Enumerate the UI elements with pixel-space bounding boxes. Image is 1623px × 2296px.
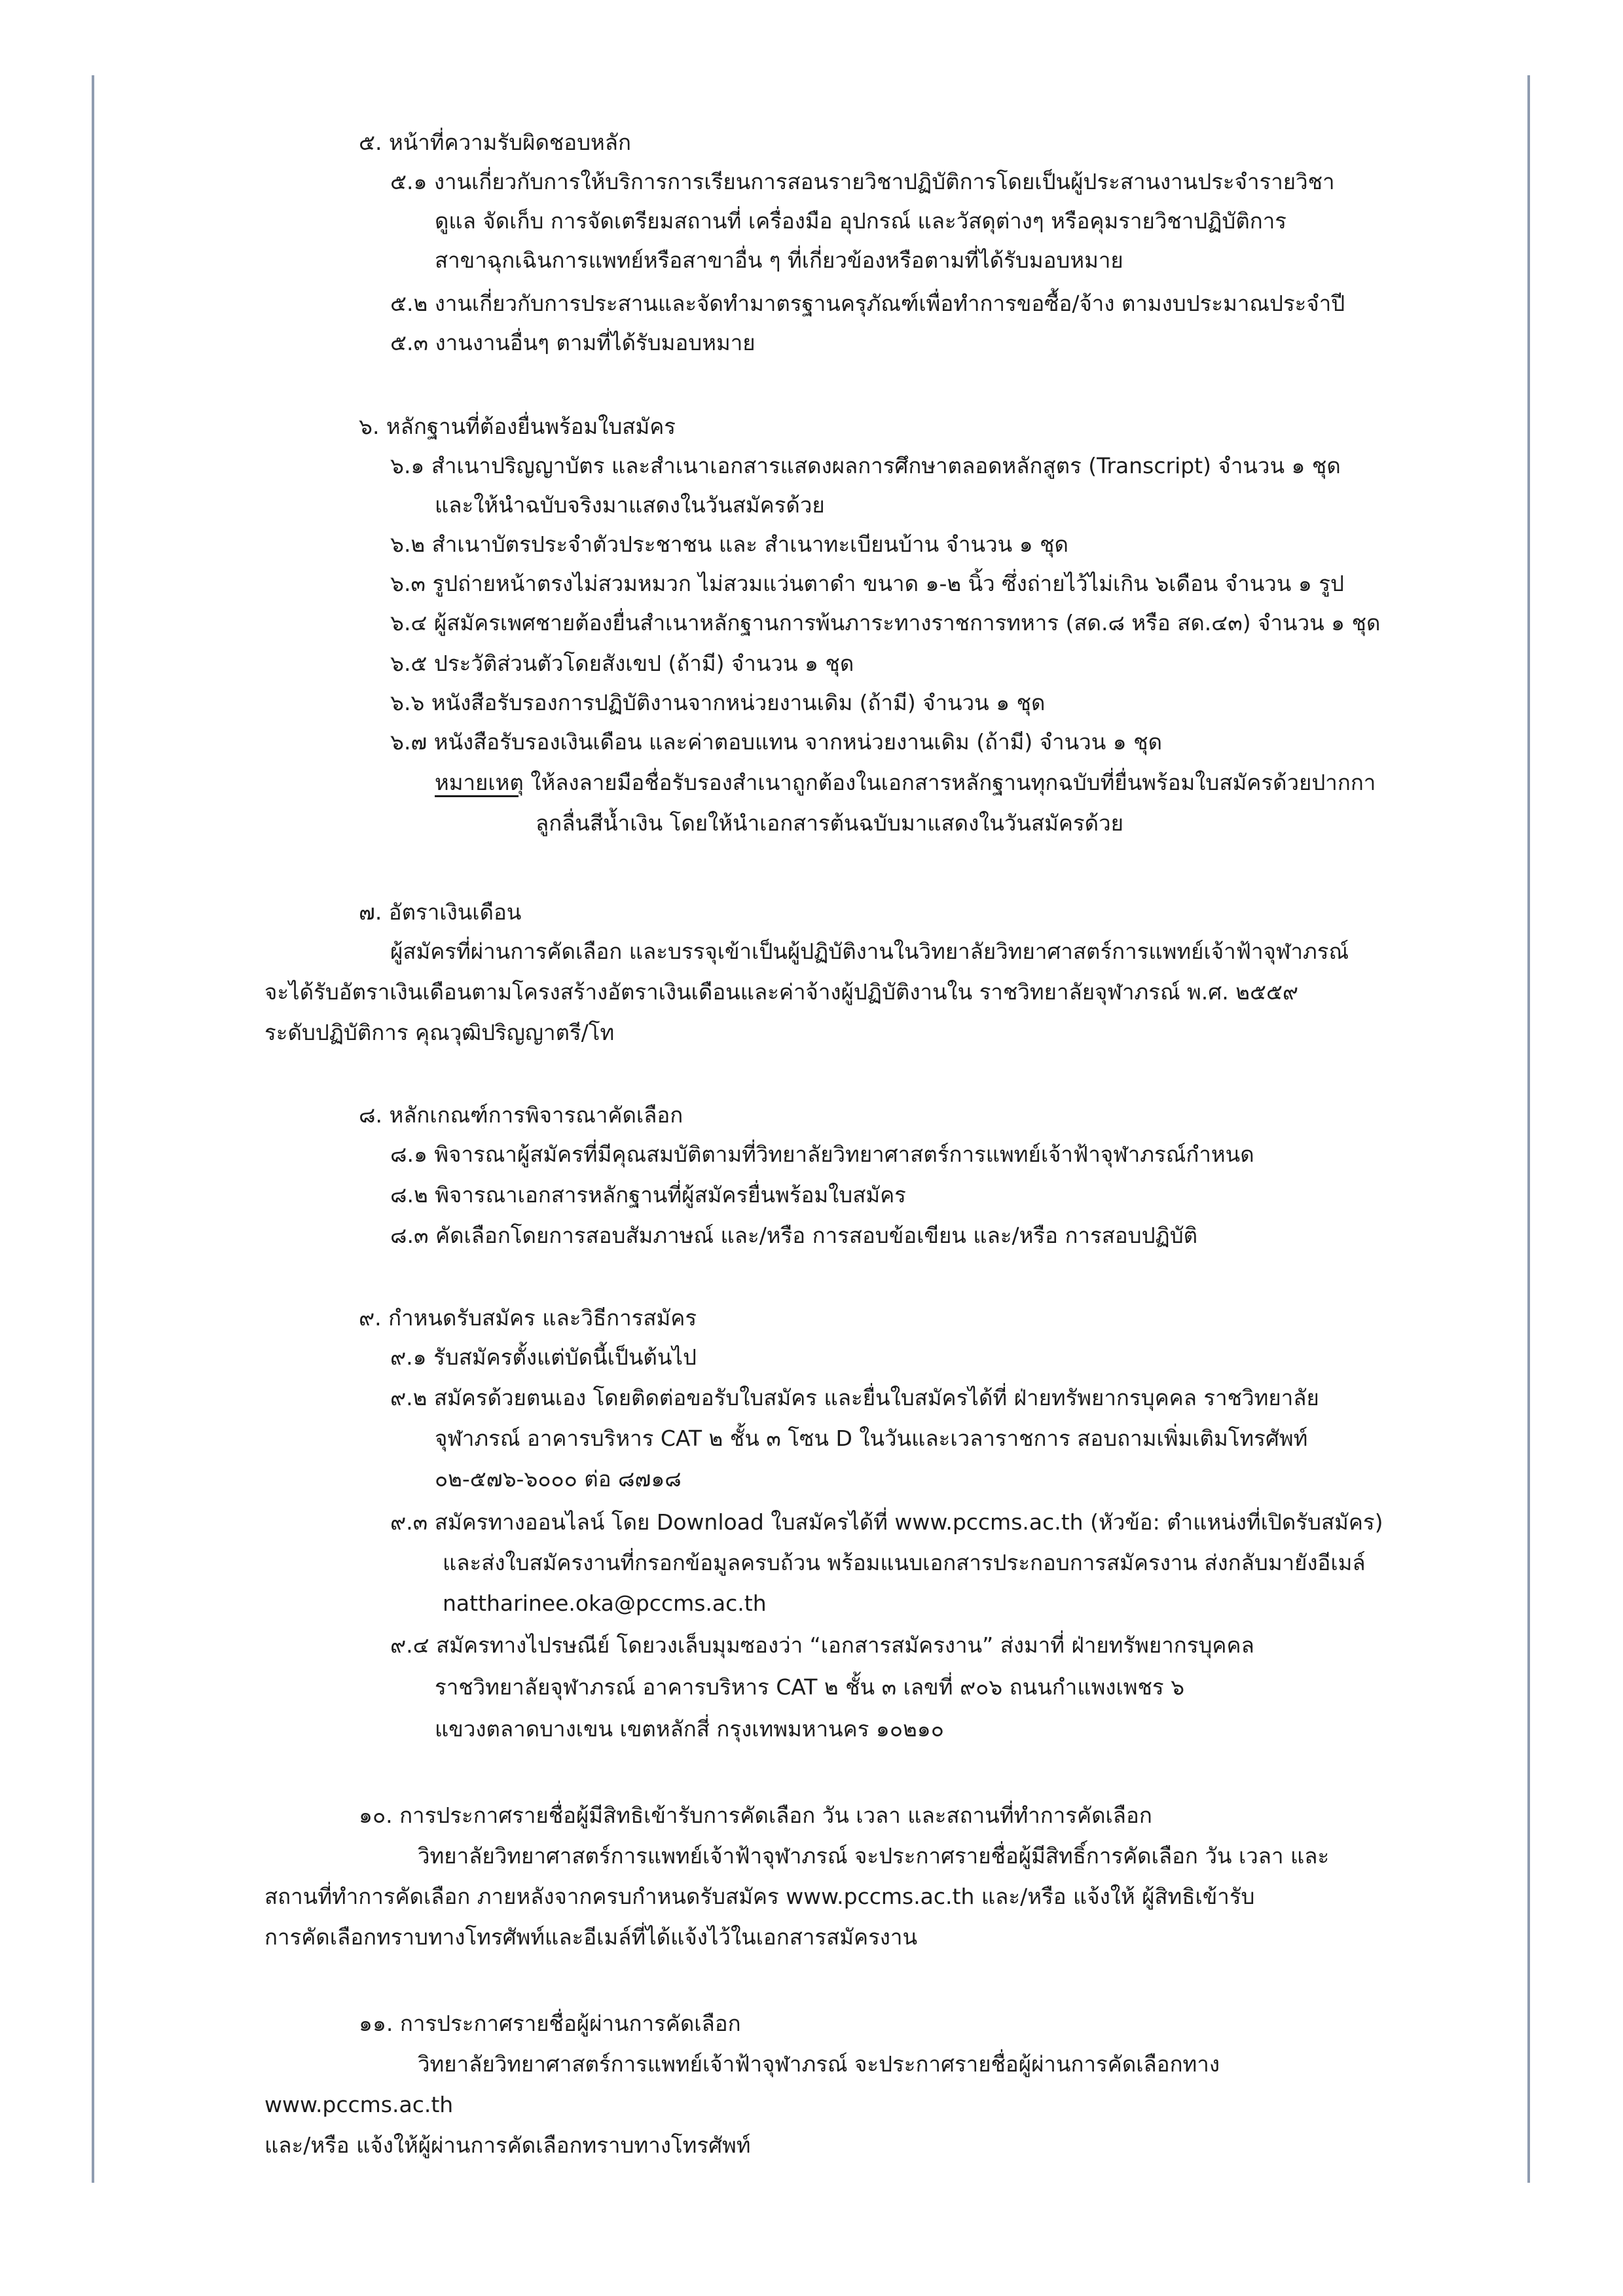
section-9-item-4-line-1: ๙.๔ สมัครทางไปรษณีย์ โดยวงเล็บมุมซองว่า “เอกสารสมัครงาน” ส่งมาที่ ฝ่ายทรัพยากรบุคคล [390, 1632, 1254, 1658]
section-6-item-6: ๖.๖ หนังสือรับรองการปฏิบัติงานจากหน่วยงานเดิม (ถ้ามี) จำนวน ๑ ชุด [390, 690, 1046, 715]
section-8-item-3: ๘.๓ คัดเลือกโดยการสอบสัมภาษณ์ และ/หรือ การสอบข้อเขียน และ/หรือ การสอบปฏิบัติ [390, 1223, 1198, 1248]
section-9-item-2-line-1: ๙.๒ สมัครด้วยตนเอง โดยติดต่อขอรับใบสมัคร และยื่นใบสมัครได้ที่ ฝ่ายทรัพยากรบุคคล ราชวิทยาลัย [390, 1385, 1319, 1410]
section-6-item-4: ๖.๔ ผู้สมัครเพศชายต้องยื่นสำเนาหลักฐานการพ้นภาระทางราชการทหาร (สด.๘ หรือ สด.๔๓) จำนวน ๑ ชุด [390, 610, 1381, 636]
section-6-note-line-2: ลูกลื่นสีน้ำเงิน โดยให้นำเอกสารต้นฉบับมาแสดงในวันสมัครด้วย [536, 810, 1123, 836]
section-9-item-4-line-2: ราชวิทยาลัยจุฬาภรณ์ อาคารบริหาร CAT ๒ ชั้น ๓ เลขที่ ๙๐๖ ถนนกำแพงเพชร ๖ [435, 1674, 1185, 1700]
section-10-para-line-3: การคัดเลือกทราบทางโทรศัพท์และอีเมล์ที่ได้แจ้งไว้ในเอกสารสมัครงาน [264, 1924, 918, 1950]
section-11-heading: ๑๑. การประกาศรายชื่อผู้ผ่านการคัดเลือก [359, 2011, 741, 2036]
note-text: ให้ลงลายมือชื่อรับรองสำเนาถูกต้องในเอกสารหลักฐานทุกฉบับที่ยื่นพร้อมใบสมัครด้วยปากกา [523, 770, 1376, 795]
section-6-item-1-line-2: และให้นำฉบับจริงมาแสดงในวันสมัครด้วย [435, 492, 825, 518]
section-5-heading: ๕. หน้าที่ความรับผิดชอบหลัก [359, 130, 631, 155]
section-6-item-1-line-1: ๖.๑ สำเนาปริญญาบัตร และสำเนาเอกสารแสดงผลการศึกษาตลอดหลักสูตร (Transcript) จำนวน ๑ ชุด [390, 453, 1341, 478]
section-5-item-3: ๕.๓ งานงานอื่นๆ ตามที่ได้รับมอบหมาย [390, 330, 756, 355]
section-10-para-line-2: สถานที่ทำการคัดเลือก ภายหลังจากครบกำหนดรับสมัคร www.pccms.ac.th และ/หรือ แจ้งให้ ผู้สิทธิเข้ารับ [264, 1884, 1255, 1909]
section-5-item-1-line-1: ๕.๑ งานเกี่ยวกับการให้บริการการเรียนการสอนรายวิชาปฏิบัติการโดยเป็นผู้ประสานงานประจำรายวิชา [390, 169, 1335, 194]
section-11-para-line-3: และ/หรือ แจ้งให้ผู้ผ่านการคัดเลือกทราบทางโทรศัพท์ [264, 2132, 751, 2158]
section-8-item-1: ๘.๑ พิจารณาผู้สมัครที่มีคุณสมบัติตามที่วิทยาลัยวิทยาศาสตร์การแพทย์เจ้าฟ้าจุฬาภรณ์กำหนด [390, 1141, 1254, 1167]
section-7-heading: ๗. อัตราเงินเดือน [359, 899, 522, 925]
section-9-item-3-line-2: และส่งใบสมัครงานที่กรอกข้อมูลครบถ้วน พร้อมแนบเอกสารประกอบการสมัครงาน ส่งกลับมายังอีเมล์ [443, 1550, 1366, 1575]
section-5-item-2: ๕.๒ งานเกี่ยวกับการประสานและจัดทำมาตรฐานครุภัณฑ์เพื่อทำการขอซื้อ/จ้าง ตามงบประมาณประจำปี [390, 291, 1345, 316]
section-9-heading: ๙. กำหนดรับสมัคร และวิธีการสมัคร [359, 1305, 697, 1331]
section-9-item-2-line-2: จุฬาภรณ์ อาคารบริหาร CAT ๒ ชั้น ๓ โซน D ในวันและเวลาราชการ สอบถามเพิ่มเติมโทรศัพท์ [435, 1426, 1308, 1451]
section-6-item-7: ๖.๗ หนังสือรับรองเงินเดือน และค่าตอบแทน จากหน่วยงานเดิม (ถ้ามี) จำนวน ๑ ชุด [390, 729, 1163, 755]
section-7-para-line-1: ผู้สมัครที่ผ่านการคัดเลือก และบรรจุเข้าเป็นผู้ปฏิบัติงานในวิทยาลัยวิทยาศาสตร์การแพทย์เจ้าฟ้าจุฬาภรณ์ [390, 939, 1349, 964]
section-6-heading: ๖. หลักฐานที่ต้องยื่นพร้อมใบสมัคร [359, 414, 676, 439]
section-10-para-line-1: วิทยาลัยวิทยาศาสตร์การแพทย์เจ้าฟ้าจุฬาภรณ์ จะประกาศรายชื่อผู้มีสิทธิ์การคัดเลือก วัน เวลา และ [418, 1843, 1330, 1869]
section-11-website: www.pccms.ac.th [264, 2092, 454, 2117]
section-7-para-line-2: จะได้รับอัตราเงินเดือนตามโครงสร้างอัตราเงินเดือนและค่าจ้างผู้ปฏิบัติงานใน ราชวิทยาลัยจุฬาภรณ์ พ.ศ. ๒๕๕๙ [264, 979, 1299, 1005]
section-6-item-3: ๖.๓ รูปถ่ายหน้าตรงไม่สวมหมวก ไม่สวมแว่นตาดำ ขนาด ๑-๒ นิ้ว ซึ่งถ่ายไว้ไม่เกิน ๖เดือน จำนวน ๑ รูป [390, 571, 1344, 596]
section-8-item-2: ๘.๒ พิจารณาเอกสารหลักฐานที่ผู้สมัครยื่นพร้อมใบสมัคร [390, 1182, 906, 1208]
section-6-item-5: ๖.๕ ประวัติส่วนตัวโดยสังเขป (ถ้ามี) จำนวน ๑ ชุด [390, 651, 854, 676]
section-11-para-line-1: วิทยาลัยวิทยาศาสตร์การแพทย์เจ้าฟ้าจุฬาภรณ์ จะประกาศรายชื่อผู้ผ่านการคัดเลือกทาง [418, 2051, 1220, 2077]
section-10-heading: ๑๐. การประกาศรายชื่อผู้มีสิทธิเข้ารับการคัดเลือก วัน เวลา และสถานที่ทำการคัดเลือก [359, 1803, 1152, 1828]
section-7-para-line-3: ระดับปฏิบัติการ คุณวุฒิปริญญาตรี/โท [264, 1020, 615, 1045]
section-6-note-line-1 [435, 768, 1376, 797]
section-5-item-1-line-2: ดูแล จัดเก็บ การจัดเตรียมสถานที่ เครื่องมือ อุปกรณ์ และวัสดุต่างๆ หรือคุมรายวิชาปฏิบัติการ [435, 208, 1287, 234]
section-8-heading: ๘. หลักเกณฑ์การพิจารณาคัดเลือก [359, 1102, 684, 1128]
section-9-item-3-line-1: ๙.๓ สมัครทางออนไลน์ โดย Download ใบสมัครได้ที่ www.pccms.ac.th (หัวข้อ: ตำแหน่งที่เปิดรับสมัคร) [390, 1509, 1383, 1535]
section-6-item-2: ๖.๒ สำเนาบัตรประจำตัวประชาชน และ สำเนาทะเบียนบ้าน จำนวน ๑ ชุด [390, 531, 1068, 557]
note-label: หมายเหตุ [435, 770, 524, 795]
section-9-item-4-line-3: แขวงตลาดบางเขน เขตหลักสี่ กรุงเทพมหานคร ๑๐๒๑๐ [435, 1716, 944, 1742]
section-9-item-1: ๙.๑ รับสมัครตั้งแต่บัดนี้เป็นต้นไป [390, 1344, 697, 1370]
section-9-item-2-line-3: ๐๒-๕๗๖-๖๐๐๐ ต่อ ๘๗๑๘ [435, 1466, 682, 1492]
section-9-item-3-email: nattharinee.oka@pccms.ac.th [443, 1590, 767, 1616]
section-5-item-1-line-3: สาขาฉุกเฉินการแพทย์หรือสาขาอื่น ๆ ที่เกี่ยวข้องหรือตามที่ได้รับมอบหมาย [435, 247, 1123, 273]
